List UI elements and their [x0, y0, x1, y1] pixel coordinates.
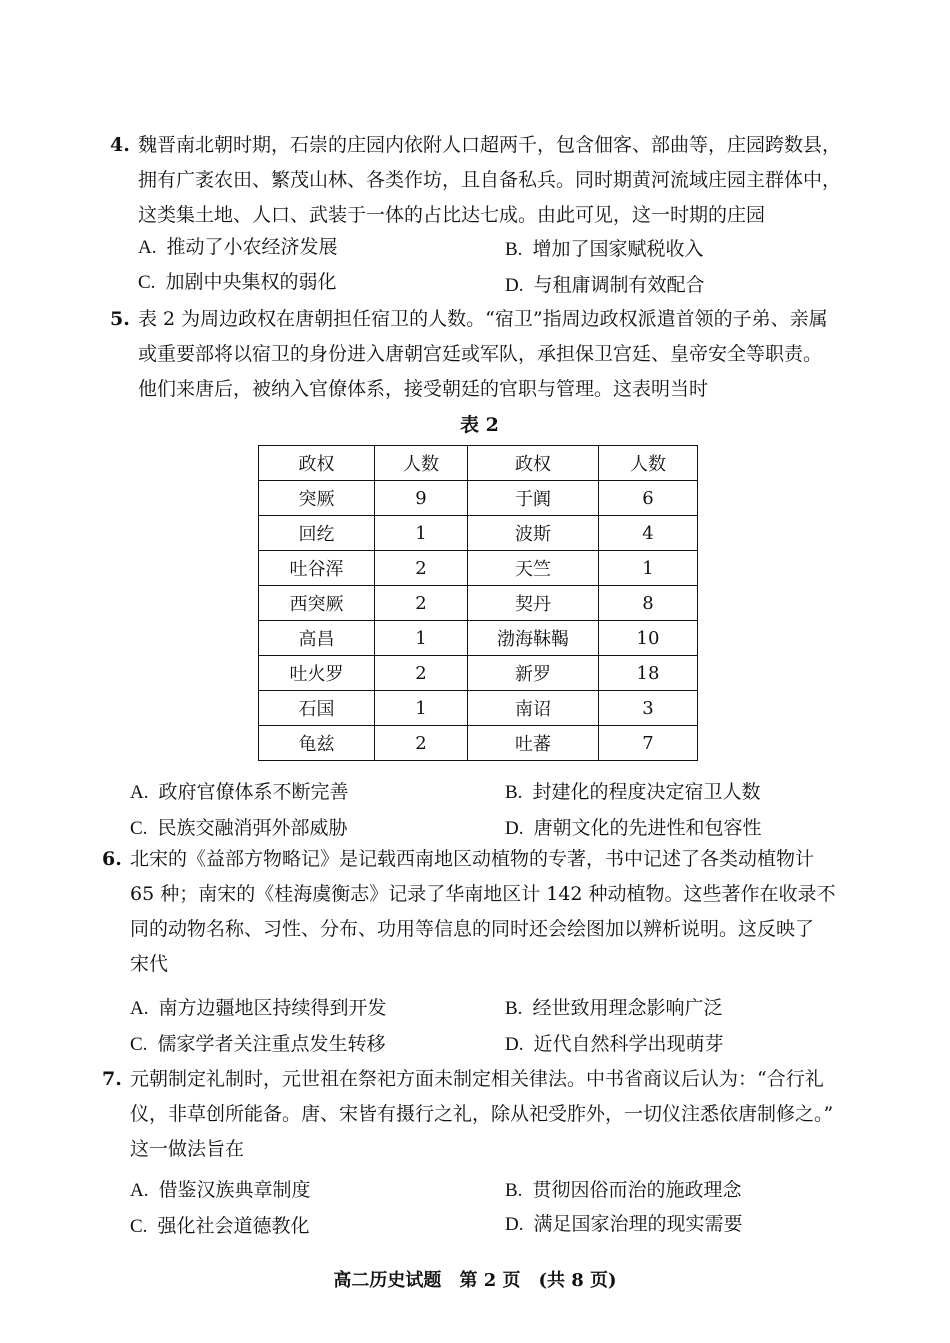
table-cell: 契丹: [468, 586, 599, 621]
table-row: [259, 516, 698, 551]
option-text: 贯彻因俗而治的施政理念: [532, 1179, 742, 1201]
table-row: [259, 691, 698, 726]
option-key: D.: [505, 818, 524, 839]
option-text: 经世致用理念影响广泛: [532, 997, 723, 1019]
table-cell: 突厥: [259, 481, 375, 516]
table-cell: 高昌: [259, 621, 375, 656]
question-text-line: 同的动物名称、习性、分布、功用等信息的同时还会绘图加以辨析说明。这反映了: [130, 918, 815, 940]
q5-option-a[interactable]: [130, 777, 349, 804]
option-text: 借鉴汉族典章制度: [158, 1179, 311, 1201]
q7-option-c[interactable]: [130, 1211, 309, 1238]
table-cell: 8: [599, 586, 698, 621]
q7-option-d[interactable]: [505, 1209, 743, 1236]
table-cell: 3: [599, 691, 698, 726]
option-key: A.: [130, 1180, 149, 1201]
q6-option-c[interactable]: [130, 1029, 385, 1056]
table-cell: 渤海靺鞨: [468, 621, 599, 656]
question-text-line: 魏晋南北朝时期，石崇的庄园内依附人口超两千，包含佃客、部曲等，庄园跨数县，: [138, 134, 842, 156]
table-cell: 于阗: [468, 481, 599, 516]
question-7: [102, 1062, 834, 1167]
table-cell: 1: [375, 691, 468, 726]
table-row: [259, 726, 698, 761]
question-text-line: 表 2 为周边政权在唐朝担任宿卫的人数。“宿卫”指周边政权派遣首领的子弟、亲属: [138, 308, 828, 330]
question-text-line: 65 种；南宋的《桂海虞衡志》记录了华南地区计 142 种动植物。这些著作在收录不: [130, 883, 836, 905]
table-cell: 新罗: [468, 656, 599, 691]
option-key: A.: [130, 782, 149, 803]
option-text: 儒家学者关注重点发生转移: [157, 1033, 386, 1055]
table-cell: 18: [599, 656, 698, 691]
option-text: 唐朝文化的先进性和包容性: [533, 817, 762, 839]
table-row: [259, 481, 698, 516]
q5-option-b[interactable]: [505, 777, 760, 804]
table-row: [259, 656, 698, 691]
table-cell: 波斯: [468, 516, 599, 551]
option-text: 增加了国家赋税收入: [532, 238, 704, 260]
table-cell: 2: [375, 726, 468, 761]
question-number: 5.: [110, 308, 130, 330]
question-text-line: 这类集土地、人口、武装于一体的占比达七成。由此可见，这一时期的庄园: [138, 204, 766, 226]
option-text: 满足国家治理的现实需要: [533, 1213, 743, 1235]
question-number: 6.: [102, 848, 122, 870]
table-caption: 表 2: [460, 414, 499, 436]
table-cell: 1: [375, 621, 468, 656]
option-text: 近代自然科学出现萌芽: [533, 1033, 724, 1055]
option-text: 加剧中央集权的弱化: [165, 271, 337, 293]
option-text: 与租庸调制有效配合: [533, 274, 705, 296]
table-cell: 4: [599, 516, 698, 551]
option-key: C.: [130, 1216, 148, 1237]
question-text-line: 元朝制定礼制时，元世祖在祭祀方面未制定相关律法。中书省商议后认为：“合行礼: [130, 1068, 824, 1090]
option-text: 民族交融消弭外部威胁: [157, 817, 348, 839]
option-key: A.: [130, 998, 149, 1019]
question-6: [102, 842, 836, 982]
q4-option-d[interactable]: [505, 270, 705, 297]
header-cell: 政权: [468, 446, 599, 481]
question-text-line: 他们来唐后，被纳入官僚体系，接受朝廷的官职与管理。这表明当时: [138, 378, 709, 400]
header-cell: 人数: [375, 446, 468, 481]
option-key: C.: [130, 1034, 148, 1055]
q6-option-b[interactable]: [505, 993, 722, 1020]
table-cell: 1: [375, 516, 468, 551]
q5-option-d[interactable]: [505, 813, 762, 840]
table-cell: 西突厥: [259, 586, 375, 621]
table-cell: 7: [599, 726, 698, 761]
table-cell: 回纥: [259, 516, 375, 551]
table-cell: 龟兹: [259, 726, 375, 761]
option-text: 封建化的程度决定宿卫人数: [532, 781, 761, 803]
option-text: 推动了小农经济发展: [166, 236, 338, 258]
option-key: B.: [505, 239, 523, 260]
table-cell: 石国: [259, 691, 375, 726]
option-key: B.: [505, 1180, 523, 1201]
table-row: [259, 551, 698, 586]
question-number: 7.: [102, 1068, 122, 1090]
table-header-row: [259, 446, 698, 481]
q4-option-b[interactable]: [505, 234, 703, 261]
question-text-line: 北宋的《益部方物略记》是记载西南地区动植物的专著，书中记述了各类动植物计: [130, 848, 815, 870]
q5-option-c[interactable]: [130, 813, 347, 840]
table-row: [259, 621, 698, 656]
table-cell: 天竺: [468, 551, 599, 586]
option-key: B.: [505, 998, 523, 1019]
option-key: B.: [505, 782, 523, 803]
table-cell: 2: [375, 551, 468, 586]
q4-option-c[interactable]: [138, 267, 336, 294]
option-key: D.: [505, 1214, 524, 1235]
table-cell: 9: [375, 481, 468, 516]
question-text-line: 或重要部将以宿卫的身份进入唐朝宫廷或军队，承担保卫宫廷、皇帝安全等职责。: [138, 343, 823, 365]
option-text: 南方边疆地区持续得到开发: [158, 997, 387, 1019]
option-key: A.: [138, 237, 157, 258]
table-cell: 2: [375, 656, 468, 691]
question-text-line: 这一做法旨在: [130, 1138, 245, 1160]
q6-option-d[interactable]: [505, 1029, 724, 1056]
option-text: 政府官僚体系不断完善: [158, 781, 349, 803]
question-4: [110, 128, 842, 233]
q7-option-a[interactable]: [130, 1175, 311, 1202]
table-cell: 6: [599, 481, 698, 516]
question-text-line: 仪，非草创所能备。唐、宋皆有摄行之礼，除从祀受胙外，一切仪注悉依唐制修之。”: [130, 1103, 834, 1125]
header-cell: 政权: [259, 446, 375, 481]
table-cell: 吐火罗: [259, 656, 375, 691]
table-cell: 吐蕃: [468, 726, 599, 761]
table-cell: 1: [599, 551, 698, 586]
option-key: C.: [138, 272, 156, 293]
table-cell: 南诏: [468, 691, 599, 726]
question-number: 4.: [110, 134, 130, 156]
option-key: D.: [505, 1034, 524, 1055]
table-cell: 吐谷浑: [259, 551, 375, 586]
question-text-line: 拥有广袤农田、繁茂山林、各类作坊，且自备私兵。同时期黄河流域庄园主群体中，: [138, 169, 842, 191]
option-text: 强化社会道德教化: [157, 1215, 310, 1237]
question-text-line: 宋代: [130, 953, 169, 975]
option-key: C.: [130, 818, 148, 839]
table-2: [258, 445, 698, 761]
q7-option-b[interactable]: [505, 1175, 741, 1202]
question-5: [110, 302, 828, 407]
q4-option-a[interactable]: [138, 232, 338, 259]
option-key: D.: [505, 275, 524, 296]
q6-option-a[interactable]: [130, 993, 387, 1020]
header-cell: 人数: [599, 446, 698, 481]
table-cell: 10: [599, 621, 698, 656]
table-cell: 2: [375, 586, 468, 621]
page-footer: 高二历史试题 第 2 页 (共 8 页): [333, 1270, 617, 1291]
table-row: [259, 586, 698, 621]
